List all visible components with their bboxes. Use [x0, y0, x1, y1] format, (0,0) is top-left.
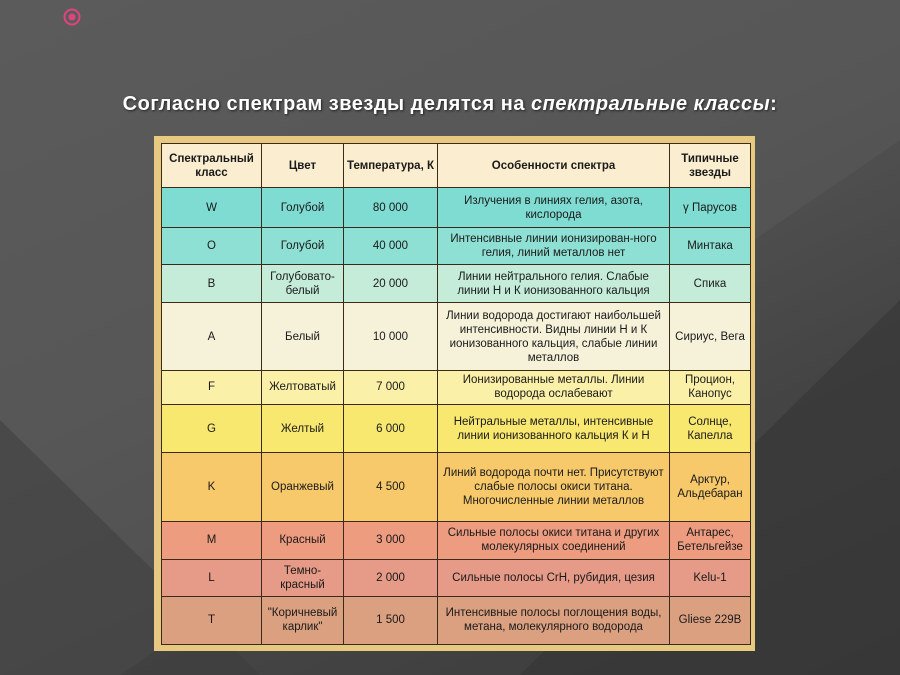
cell-color: Оранжевый — [262, 453, 344, 522]
table-row — [162, 265, 751, 303]
title-colon: : — [770, 93, 778, 115]
cell-spectral-class: M — [162, 522, 262, 559]
cell-spectral-class: O — [162, 228, 262, 265]
cell-spectrum-features: Линии нейтрального гелия. Слабые линии Н и К ионизованного кальция — [438, 265, 670, 303]
table-row — [162, 370, 751, 404]
cell-spectral-class: A — [162, 303, 262, 370]
cell-color: Белый — [262, 303, 344, 370]
cell-color: Желтый — [262, 404, 344, 452]
cell-spectrum-features: Излучения в линиях гелия, азота, кислорода — [438, 188, 670, 228]
header-typical-stars: Типичные звезды — [670, 144, 751, 188]
slide-title — [0, 93, 900, 116]
cell-temperature: 20 000 — [344, 265, 438, 303]
cell-spectrum-features: Ионизированные металлы. Линии водорода ослабевают — [438, 370, 670, 404]
cell-spectral-class: B — [162, 265, 262, 303]
cell-temperature: 80 000 — [344, 188, 438, 228]
cell-color: "Коричневый карлик" — [262, 596, 344, 644]
cell-typical-stars: Солнце, Капелла — [670, 404, 751, 452]
spectral-classes-table-frame — [154, 136, 755, 651]
cell-typical-stars: Арктур, Альдебаран — [670, 453, 751, 522]
cell-color: Голубой — [262, 188, 344, 228]
cell-spectral-class: K — [162, 453, 262, 522]
cell-typical-stars: Антарес, Бетельгейзе — [670, 522, 751, 559]
target-bullet-icon — [62, 7, 82, 27]
cell-temperature: 7 000 — [344, 370, 438, 404]
table-row — [162, 596, 751, 644]
cell-color: Красный — [262, 522, 344, 559]
table-row — [162, 453, 751, 522]
table-row — [162, 559, 751, 596]
cell-temperature: 10 000 — [344, 303, 438, 370]
cell-typical-stars: Сириус, Вега — [670, 303, 751, 370]
title-emphasis: спектральные классы — [531, 93, 771, 115]
header-temperature: Температура, К — [344, 144, 438, 188]
table-row — [162, 303, 751, 370]
cell-spectrum-features: Линий водорода почти нет. Присутствуют слабые полосы окиси титана. Многочисленные линии металлов — [438, 453, 670, 522]
cell-spectral-class: L — [162, 559, 262, 596]
header-color: Цвет — [262, 144, 344, 188]
cell-color: Голубой — [262, 228, 344, 265]
cell-typical-stars: Спика — [670, 265, 751, 303]
table-row — [162, 404, 751, 452]
cell-spectrum-features: Нейтральные металлы, интенсивные линии ионизованного кальция К и Н — [438, 404, 670, 452]
cell-temperature: 1 500 — [344, 596, 438, 644]
cell-spectrum-features: Интенсивные линии ионизирован-ного гелия, линий металлов нет — [438, 228, 670, 265]
cell-spectrum-features: Интенсивные полосы поглощения воды, метана, молекулярного водорода — [438, 596, 670, 644]
cell-spectral-class: G — [162, 404, 262, 452]
cell-spectrum-features: Линии водорода достигают наибольшей интенсивности. Видны линии Н и К ионизованного кальция, слабые линии металлов — [438, 303, 670, 370]
table-row — [162, 188, 751, 228]
cell-temperature: 2 000 — [344, 559, 438, 596]
cell-typical-stars: γ Парусов — [670, 188, 751, 228]
cell-color: Желтоватый — [262, 370, 344, 404]
header-spectral-class: Спектральный класс — [162, 144, 262, 188]
title-text: Согласно спектрам звезды делятся на — [122, 93, 531, 115]
cell-spectrum-features: Сильные полосы CrH, рубидия, цезия — [438, 559, 670, 596]
spectral-classes-table — [161, 143, 751, 645]
cell-spectral-class: T — [162, 596, 262, 644]
table-row — [162, 228, 751, 265]
cell-temperature: 4 500 — [344, 453, 438, 522]
cell-color: Голубовато-белый — [262, 265, 344, 303]
table-header-row — [162, 144, 751, 188]
cell-temperature: 3 000 — [344, 522, 438, 559]
cell-typical-stars: Минтака — [670, 228, 751, 265]
cell-typical-stars: Gliese 229B — [670, 596, 751, 644]
cell-spectral-class: W — [162, 188, 262, 228]
cell-color: Темно-красный — [262, 559, 344, 596]
table-row — [162, 522, 751, 559]
cell-spectrum-features: Сильные полосы окиси титана и других молекулярных соединений — [438, 522, 670, 559]
cell-typical-stars: Процион, Канопус — [670, 370, 751, 404]
cell-temperature: 40 000 — [344, 228, 438, 265]
header-spectrum-features: Особенности спектра — [438, 144, 670, 188]
cell-temperature: 6 000 — [344, 404, 438, 452]
cell-typical-stars: Kelu-1 — [670, 559, 751, 596]
cell-spectral-class: F — [162, 370, 262, 404]
